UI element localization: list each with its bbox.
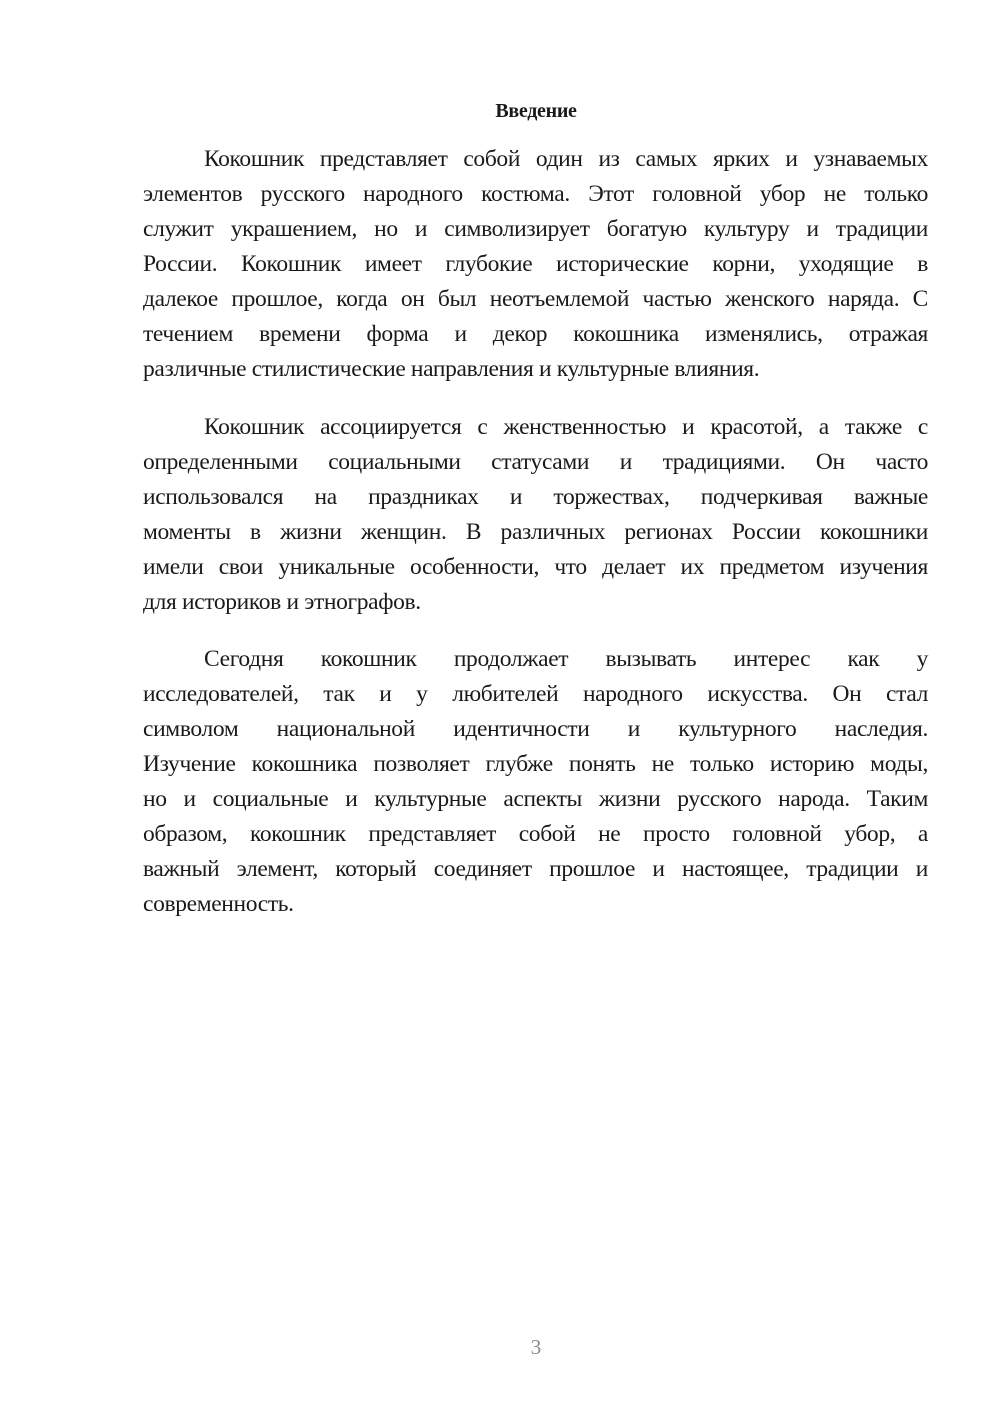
text-line: образом, кокошник представляет собой не просто головной убор, а	[143, 821, 928, 847]
paragraph-2	[143, 410, 928, 620]
text-line: России. Кокошник имеет глубокие исторические корни, уходящие в	[143, 251, 928, 277]
text-line: Сегодня кокошник продолжает вызывать интерес как у	[204, 646, 928, 672]
text-line: важный элемент, который соединяет прошлое и настоящее, традиции и	[143, 856, 928, 882]
text-line: имели свои уникальные особенности, что делает их предметом изучения	[143, 554, 928, 580]
text-line: Изучение кокошника позволяет глубже понять не только историю моды,	[143, 751, 928, 777]
text-line: исследователей, так и у любителей народного искусства. Он стал	[143, 681, 928, 707]
text-line: Кокошник представляет собой один из самых ярких и узнаваемых	[204, 146, 928, 172]
text-line: использовался на праздниках и торжествах, подчеркивая важные	[143, 484, 928, 510]
text-line: элементов русского народного костюма. Этот головной убор не только	[143, 181, 928, 207]
text-line: Кокошник ассоциируется с женственностью и красотой, а также с	[204, 414, 928, 440]
paragraph-1	[143, 142, 928, 387]
section-title: Введение	[495, 100, 577, 122]
text-line: символом национальной идентичности и культурного наследия.	[143, 716, 928, 742]
text-line: служит украшением, но и символизирует богатую культуру и традиции	[143, 216, 928, 242]
page-number: 3	[530, 1335, 542, 1359]
text-line: для историков и этнографов.	[143, 589, 421, 615]
text-line: течением времени форма и декор кокошника изменялись, отражая	[143, 321, 928, 347]
text-line: определенными социальными статусами и традициями. Он часто	[143, 449, 928, 475]
text-line: различные стилистические направления и культурные влияния.	[143, 356, 760, 382]
text-line: далекое прошлое, когда он был неотъемлемой частью женского наряда. С	[143, 286, 928, 312]
paragraph-3	[143, 642, 928, 922]
text-line: но и социальные и культурные аспекты жизни русского народа. Таким	[143, 786, 928, 812]
text-line: современность.	[143, 891, 294, 917]
text-line: моменты в жизни женщин. В различных регионах России кокошники	[143, 519, 928, 545]
